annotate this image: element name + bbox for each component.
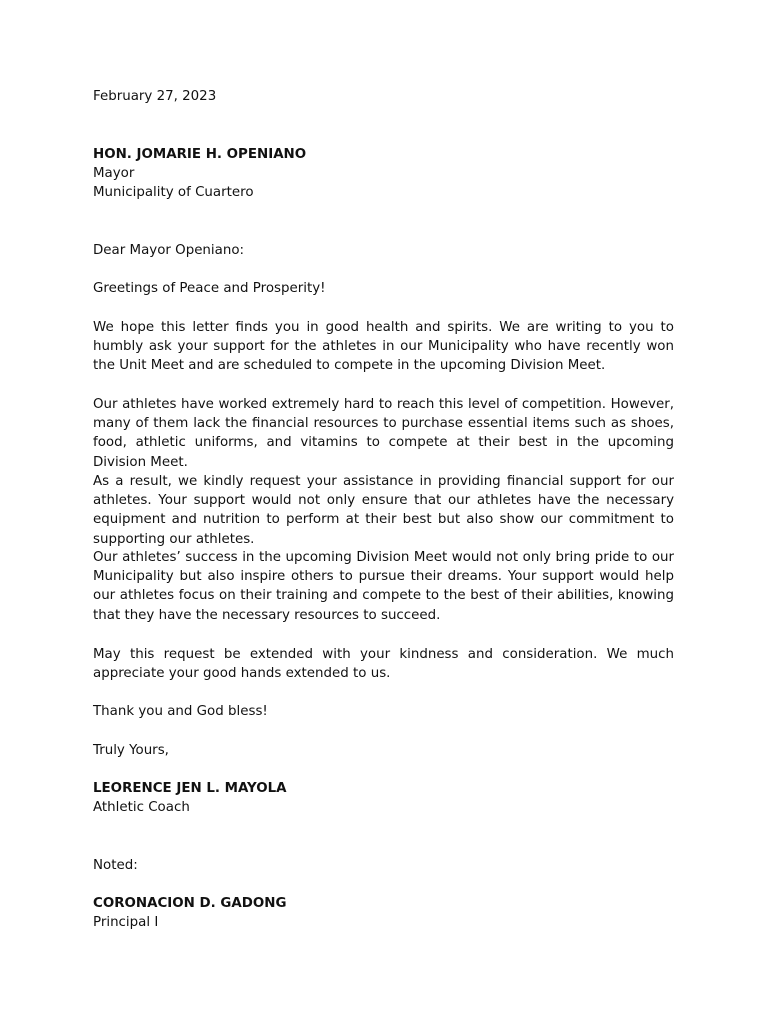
- letter-date: February 27, 2023: [93, 89, 217, 104]
- sender-block: [93, 779, 674, 817]
- body-paragraph: Our athletes have worked extremely hard to reach this level of competition. However, many of them lack the financial resources to purchase essential items such as shoes, food, athletic uniforms, and vitamins to compete at their best in the upcoming Division Meet.: [93, 397, 674, 470]
- sender-title: Athletic Coach: [93, 800, 190, 816]
- sender-name: LEORENCE JEN L. MAYOLA: [93, 781, 287, 796]
- noted-by-title: Principal I: [93, 915, 159, 931]
- body-paragraph: We hope this letter finds you in good health and spirits. We are writing to you to humbly ask your support for the athletes in our Municipality who have recently won the Unit Meet and are scheduled to compete in the upcoming Division Meet.: [93, 320, 674, 374]
- body-paragraph: May this request be extended with your kindness and consideration. We much appreciate your good hands extended to us.: [93, 647, 674, 682]
- salutation: Dear Mayor Openiano:: [93, 243, 245, 258]
- noted-by-block: [93, 894, 674, 932]
- body-paragraph: Our athletes’ success in the upcoming Division Meet would not only bring pride to our Municipality but also inspire others to pursue their dreams. Your support would help our athletes focus on their training and compete to the best of their abilities, knowing that they have the necessary resources to succeed.: [93, 550, 674, 623]
- body-paragraph: As a result, we kindly request your assistance in providing financial support for our athletes. Your support would not only ensure that our athletes have the necessary equipment and nutrition to perform at their best but also show our commitment to supporting our athletes.: [93, 474, 674, 547]
- recipient-office: Municipality of Cuartero: [93, 185, 254, 201]
- greeting: Greetings of Peace and Prosperity!: [93, 281, 326, 296]
- noted-label: Noted:: [93, 858, 138, 873]
- recipient-block: [93, 145, 674, 203]
- noted-by-name: CORONACION D. GADONG: [93, 896, 287, 911]
- closing-thanks: Thank you and God bless!: [93, 704, 268, 719]
- recipient-title: Mayor: [93, 166, 135, 182]
- recipient-name: HON. JOMARIE H. OPENIANO: [93, 147, 307, 162]
- closing: Truly Yours,: [93, 743, 169, 758]
